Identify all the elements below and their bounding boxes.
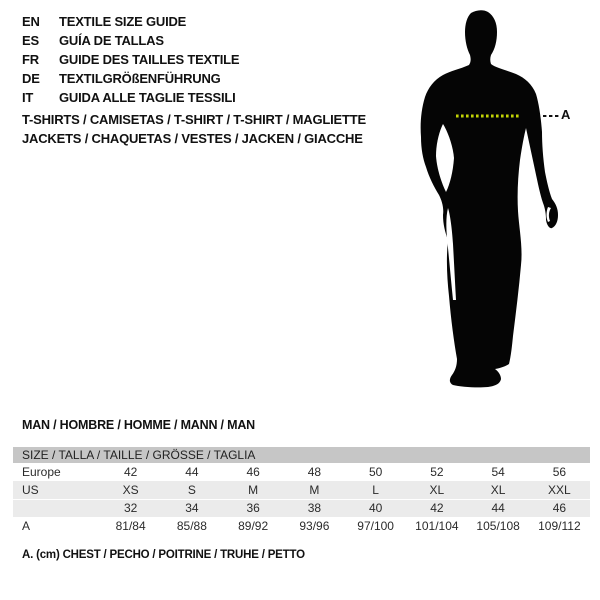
size-table-header: SIZE / TALLA / TAILLE / GRÖSSE / TAGLIA: [13, 447, 590, 463]
language-row: [22, 50, 239, 69]
table-cell: 109/112: [538, 519, 581, 533]
table-cell: 89/92: [238, 519, 269, 533]
language-title: GUIDE DES TAILLES TEXTILE: [59, 52, 240, 67]
language-row: [22, 88, 239, 107]
table-cell: 40: [368, 501, 383, 515]
size-table: [13, 447, 590, 535]
table-cell: M: [309, 483, 320, 497]
table-cell: 97/100: [357, 519, 394, 533]
table-cell: 85/88: [176, 519, 207, 533]
table-cell: 93/96: [299, 519, 330, 533]
table-cell: 32: [123, 501, 138, 515]
language-code: DE: [22, 71, 40, 86]
section-heading-man: MAN / HOMBRE / HOMME / MANN / MAN: [22, 418, 255, 432]
table-cell: 44: [185, 465, 199, 479]
row-label: [13, 500, 100, 517]
table-cell: 48: [307, 465, 322, 479]
measure-label-a: A: [561, 107, 571, 122]
language-code: FR: [22, 52, 39, 67]
table-cell: XL: [429, 483, 445, 497]
row-label: Europe: [22, 465, 61, 479]
man-silhouette-figure: [405, 0, 580, 400]
man-silhouette: [421, 10, 558, 387]
language-title: TEXTILE SIZE GUIDE: [59, 14, 187, 29]
table-cell: 81/84: [115, 519, 146, 533]
table-cell: 36: [246, 501, 260, 515]
table-row-us-numeric: [13, 499, 590, 517]
language-title: GUIDA ALLE TAGLIE TESSILI: [59, 90, 236, 105]
table-cell: 46: [552, 501, 567, 515]
table-cell: 38: [307, 501, 322, 515]
table-cell: 54: [491, 465, 505, 479]
measure-footnote: A. (cm) CHEST / PECHO / POITRINE / TRUHE / PETTO: [22, 549, 305, 561]
table-cell: L: [372, 483, 379, 497]
language-title: GUÍA DE TALLAS: [59, 33, 164, 48]
language-row: [22, 12, 239, 31]
category-tshirts: T-SHIRTS / CAMISETAS / T-SHIRT / T-SHIRT / MAGLIETTE: [22, 112, 366, 127]
language-list: [22, 12, 239, 107]
table-cell: 56: [552, 465, 567, 479]
language-row: [22, 31, 239, 50]
category-jackets: JACKETS / CHAQUETAS / VESTES / JACKEN / GIACCHE: [22, 131, 363, 146]
table-row-us: [13, 481, 590, 499]
table-cell: XXL: [548, 483, 571, 497]
table-cell: 101/104: [415, 519, 459, 533]
table-row-europe: [13, 463, 590, 481]
language-code: EN: [22, 14, 40, 29]
table-cell: S: [187, 483, 196, 497]
table-cell: 44: [491, 501, 505, 515]
product-categories: [22, 110, 366, 148]
table-cell: M: [248, 483, 259, 497]
table-cell: 105/108: [476, 519, 520, 533]
table-row-chest: [13, 517, 590, 535]
language-code: ES: [22, 33, 39, 48]
row-label: US: [22, 483, 39, 497]
table-cell: 52: [430, 465, 444, 479]
table-cell: 42: [123, 465, 138, 479]
table-cell: 42: [430, 501, 444, 515]
row-label: A: [22, 519, 31, 533]
table-cell: 50: [368, 465, 383, 479]
table-cell: XL: [490, 483, 506, 497]
table-cell: XS: [122, 483, 139, 497]
table-cell: 46: [246, 465, 260, 479]
language-code: IT: [22, 90, 34, 105]
table-cell: 34: [185, 501, 199, 515]
language-title: TEXTILGRÖßENFÜHRUNG: [59, 71, 221, 86]
language-row: [22, 69, 239, 88]
